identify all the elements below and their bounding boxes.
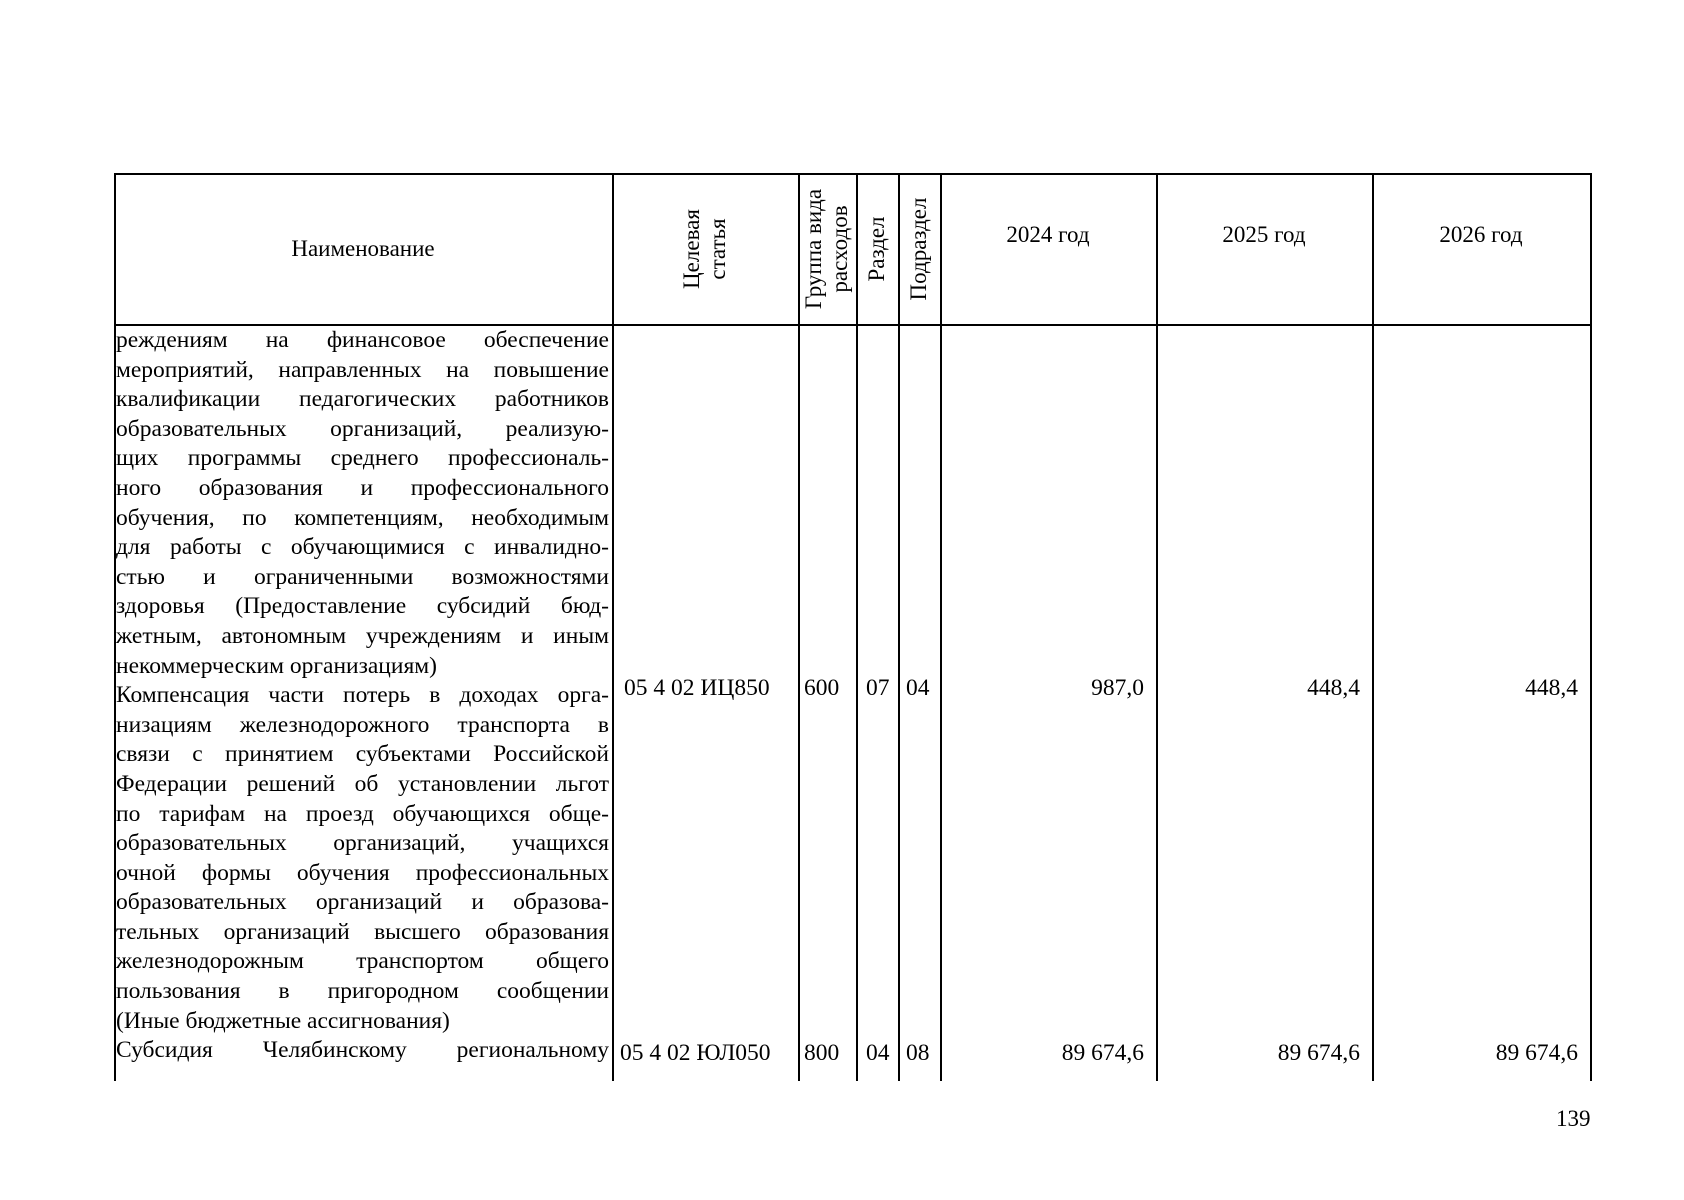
name-text-line: тельных организаций высшего образования <box>116 918 609 945</box>
name-text-line: (Иные бюджетные ассигнования) <box>116 1007 450 1034</box>
row-2026: 448,4 <box>1525 675 1578 701</box>
name-text-line: стью и ограниченными возможностями <box>116 563 609 590</box>
page-number: 139 <box>1556 1106 1591 1131</box>
row-2024: 987,0 <box>1091 675 1144 701</box>
row-2026: 89 674,6 <box>1495 1040 1578 1066</box>
name-text-line: для работы с обучающимися с инвалидно- <box>116 534 609 561</box>
name-text-line: жетным, автономным учреждениям и иным <box>116 622 609 649</box>
name-text-line: квалификации педагогических работников <box>116 386 609 413</box>
name-column <box>114 326 612 1066</box>
row-target-article: 05 4 02 ИЦ850 <box>624 675 770 701</box>
name-text-line: по тарифам на проезд обучающихся обще- <box>116 800 609 827</box>
name-text-line: низациям железнодорожного транспорта в <box>116 711 609 738</box>
name-text-line: железнодорожным транспортом общего <box>116 948 609 975</box>
row-expense-group: 600 <box>804 675 840 701</box>
name-text-line: связи с принятием субъектами Российской <box>116 741 609 768</box>
row-2025: 448,4 <box>1307 675 1360 701</box>
header-target-article: Целевая статья <box>679 208 730 289</box>
name-text-line: образовательных организаций, реализую- <box>116 415 609 442</box>
grid-line <box>1590 173 1592 1081</box>
name-text-line: Компенсация части потерь в доходах орга- <box>116 682 609 709</box>
name-text-line: пользования в пригородном сообщении <box>116 978 609 1005</box>
name-text-line: Федерации решений об установлении льгот <box>116 770 609 797</box>
name-text-line: некоммерческим организациям) <box>116 652 437 679</box>
row-subsection: 08 <box>906 1040 930 1066</box>
row-2024: 89 674,6 <box>1061 1040 1144 1066</box>
name-text-line: образовательных организаций, учащихся <box>116 830 609 857</box>
name-text-line: щих программы среднего профессиональ- <box>116 445 609 472</box>
row-section: 07 <box>866 675 890 701</box>
name-text-line: очной формы обучения профессиональных <box>116 859 609 886</box>
name-text-line: реждениям на финансовое обеспечение <box>116 327 609 353</box>
budget-table <box>114 173 1592 1081</box>
header-2026: 2026 год <box>1439 222 1523 247</box>
row-section: 04 <box>866 1040 890 1066</box>
header-subsection: Подраздел <box>906 197 931 300</box>
row-subsection: 04 <box>906 675 930 701</box>
name-text-line: ного образования и профессионального <box>116 474 609 501</box>
row-expense-group: 800 <box>804 1040 840 1066</box>
header-name: Наименование <box>291 235 435 261</box>
row-2025: 89 674,6 <box>1277 1040 1360 1066</box>
header-section: Раздел <box>864 215 889 282</box>
name-text-line: обучения, по компетенциям, необходимым <box>116 504 609 531</box>
header-expense-group: Группа вида расходов <box>801 188 852 309</box>
header-2025: 2025 год <box>1222 222 1306 247</box>
name-text-line: мероприятий, направленных на повышение <box>116 356 609 383</box>
row-target-article: 05 4 02 ЮЛ050 <box>620 1040 771 1066</box>
name-text-line: образовательных организаций и образова- <box>116 889 609 916</box>
header-2024: 2024 год <box>1006 222 1090 247</box>
name-text-line: здоровья (Предоставление субсидий бюд- <box>116 593 609 620</box>
name-text-line: Субсидия Челябинскому региональному <box>116 1037 609 1064</box>
